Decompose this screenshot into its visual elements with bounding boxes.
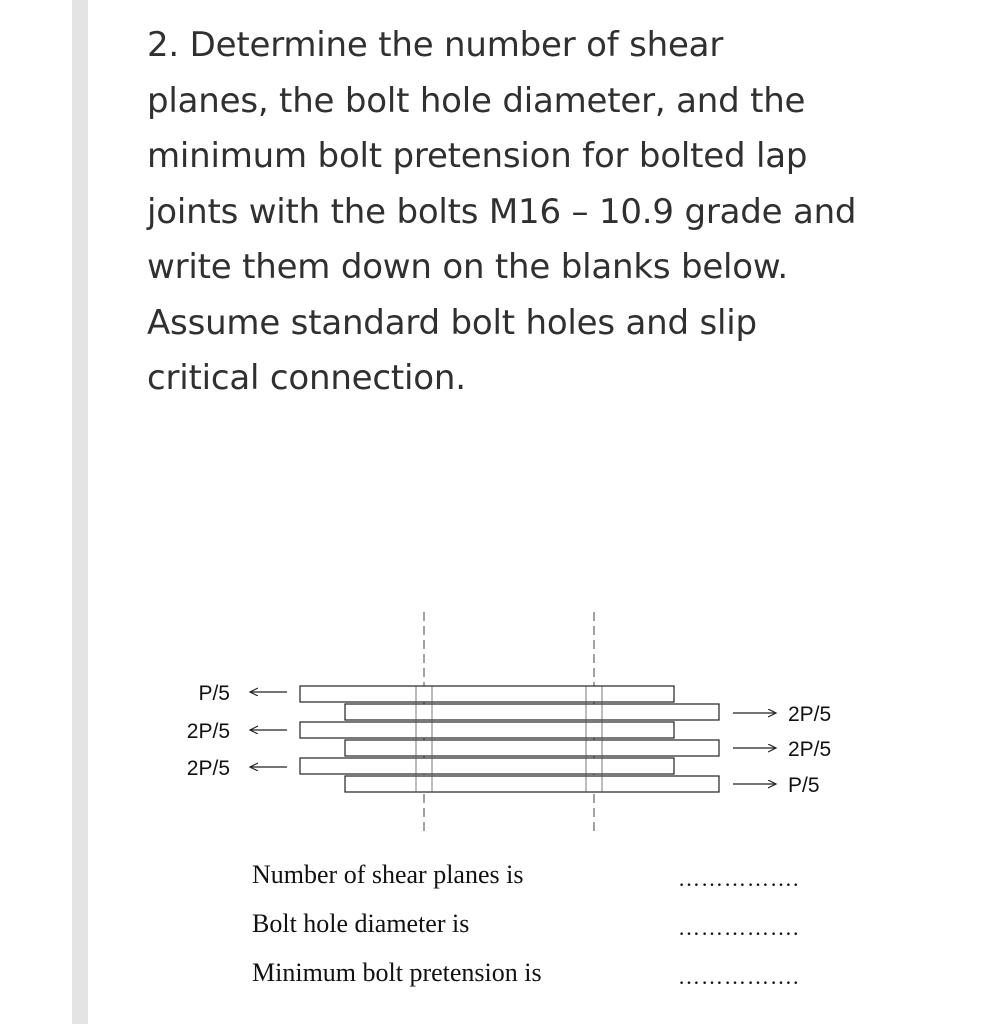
plate — [345, 776, 719, 792]
question-line: 2. Determine the number of shear — [147, 25, 724, 65]
blank-row-hole-diameter — [252, 909, 852, 943]
question-line: write them down on the blanks below. — [147, 247, 788, 287]
blank-label: Bolt hole diameter is — [252, 909, 470, 938]
plate — [300, 686, 674, 702]
answer-blank[interactable]: ……………. — [678, 866, 800, 891]
force-label-left: 2P/5 — [186, 720, 230, 743]
force-label-left: 2P/5 — [186, 757, 230, 780]
plate — [345, 740, 719, 756]
blank-row-pretension — [252, 958, 852, 992]
plate — [300, 758, 674, 774]
answer-blank[interactable]: ……………. — [678, 964, 800, 989]
force-label-left: P/5 — [198, 682, 230, 705]
blank-label: Number of shear planes is — [252, 860, 524, 889]
question-line: critical connection. — [147, 358, 466, 398]
blank-row-shear-planes — [252, 860, 852, 894]
plate — [300, 722, 674, 738]
answer-blank[interactable]: ……………. — [678, 915, 800, 940]
plate — [345, 704, 719, 720]
question-line: minimum bolt pretension for bolted lap — [147, 136, 808, 176]
question-line: Assume standard bolt holes and slip — [147, 302, 757, 343]
question-line: planes, the bolt hole diameter, and the — [147, 80, 806, 121]
blank-label: Minimum bolt pretension is — [252, 958, 542, 987]
force-label-right: P/5 — [788, 774, 820, 797]
question-line: joints with the bolts M16 – 10.9 grade and — [147, 191, 857, 232]
force-label-right: 2P/5 — [788, 703, 832, 726]
force-label-right: 2P/5 — [788, 738, 832, 761]
